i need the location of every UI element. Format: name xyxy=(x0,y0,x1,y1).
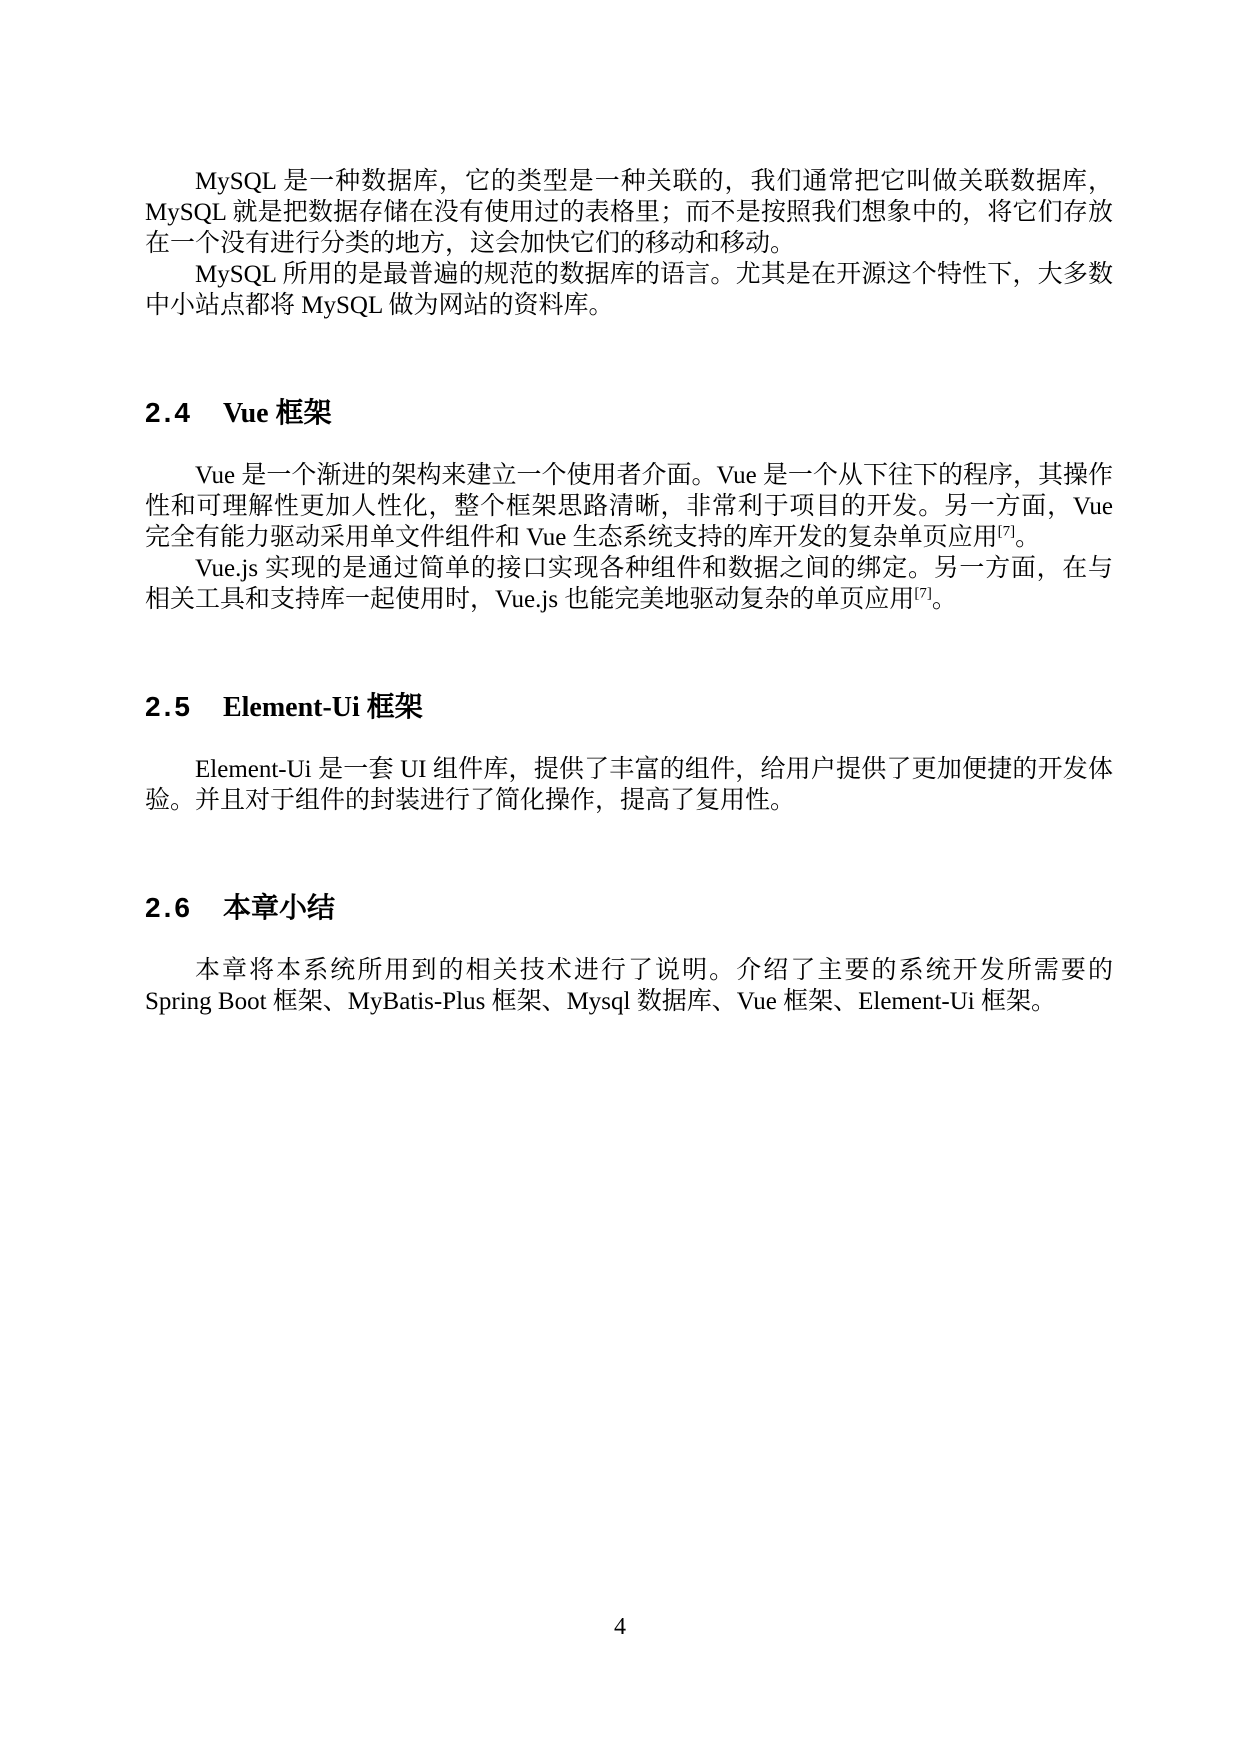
section-title: Element-Ui 框架 xyxy=(222,692,423,723)
section-number: 2.4 xyxy=(145,397,193,428)
paragraph-text: 。 xyxy=(1015,524,1041,551)
paragraph xyxy=(145,955,1113,1017)
section-heading xyxy=(145,687,1113,728)
citation-marker: [7] xyxy=(914,585,932,602)
citation-marker: [7] xyxy=(997,523,1016,540)
section-number: 2.5 xyxy=(145,691,193,722)
paragraph-text: MySQL 是一种数据库，它的类型是一种关联的，我们通常把它叫做关联数据库，MySQL 就是把数据存储在没有使用过的表格里；而不是按照我们想象中的，将它们存放在一个没有进行分类的地方，这会加快它们的移动和移动。 xyxy=(145,168,1113,257)
paragraph-text: Vue 是一个渐进的架构来建立一个使用者介面。Vue 是一个从下往下的程序，其操作性和可理解性更加人性化，整个框架思路清晰，非常利于项目的开发。另一方面，Vue 完全有能力驱动采用单文件组件和 Vue 生态系统支持的库开发的复杂单页应用 xyxy=(145,462,1113,551)
section-heading xyxy=(145,888,1113,929)
paragraph-text: MySQL 所用的是最普遍的规范的数据库的语言。尤其是在开源这个特性下，大多数中小站点都将 MySQL 做为网站的资料库。 xyxy=(145,261,1113,319)
paragraph xyxy=(145,259,1113,321)
paragraph-text: Vue.js 实现的是通过简单的接口实现各种组件和数据之间的绑定。另一方面，在与相关工具和支持库一起使用时，Vue.js 也能完美地驱动复杂的单页应用 xyxy=(145,555,1113,613)
paragraph xyxy=(145,166,1113,259)
paragraph-text: 本章将本系统所用到的相关技术进行了说明。介绍了主要的系统开发所需要的 Spring Boot 框架、MyBatis-Plus 框架、Mysql 数据库、Vue 框架、Element-Ui 框架。 xyxy=(145,957,1113,1015)
section-title: Vue 框架 xyxy=(222,398,332,429)
paragraph xyxy=(145,460,1113,553)
section-number: 2.6 xyxy=(145,892,193,923)
paragraph-text: Element-Ui 是一套 UI 组件库，提供了丰富的组件，给用户提供了更加便捷的开发体验。并且对于组件的封装进行了简化操作，提高了复用性。 xyxy=(145,756,1113,814)
paragraph xyxy=(145,754,1113,816)
section-heading xyxy=(145,393,1113,434)
page-number: 4 xyxy=(614,1614,626,1640)
paragraph xyxy=(145,553,1113,615)
section-title: 本章小结 xyxy=(222,893,335,924)
page-footer xyxy=(0,1612,1240,1643)
paragraph-text: 。 xyxy=(931,586,957,613)
document-body xyxy=(145,0,1113,1017)
